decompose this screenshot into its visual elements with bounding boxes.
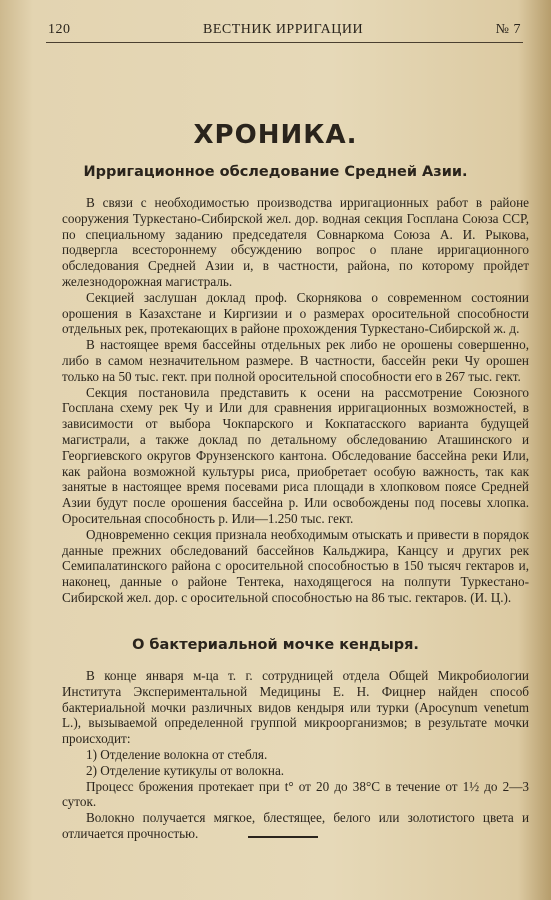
article-heading-kendyr: О бактериальной мочке кендыря.	[132, 637, 419, 653]
paragraph: Секция постановила представить к осени на рассмотрение Союзного Госплана схему рек Чу и Или для сравнения ирригационных возможностей, в зависимости от выбора Чокпарского и Кокпатасского варианта будущей магистрали, а также доклад по детальному обследованию Аташинского и Георгиевского округов Фрунзенского кантона. Обследование бассейна реки Или, как района возможной культуры риса, приобретает особую важность, так как занятые в настоящее время посевами риса площади в хлопковом поясе Средней Азии будут после орошения бассейна р. Или освобождены под посевы хлопка. Оросительная способность р. Или—1.250 тыс. гект.	[62, 384, 529, 526]
paragraph: В настоящее время бассейны отдельных рек либо не орошены совершенно, либо в самом незначительном размере. В частности, бассейн реки Чу орошен только на 50 тыс. гект. при полной оросительной способности его в 267 тыс. гект.	[62, 337, 529, 384]
section-title: ХРОНИКА.	[193, 120, 358, 150]
page-number: 120	[48, 22, 71, 37]
article-body-kendyr	[62, 668, 529, 842]
paragraph: В связи с необходимостью производства ирригационных работ в районе сооружения Туркестано-Сибирской жел. дор. водная секция Госплана Союза ССР, по специальному заданию председателя Совнаркома Союза А. И. Рыкова, подвергла всестороннему обсуждению вопрос о плане ирригационного обследования Средней Азии и, в частности, района, по которому пройдет железнодорожная магистраль.	[62, 195, 529, 289]
list-item: 1) Отделение волокна от стебля.	[86, 746, 268, 762]
paragraph: В конце января м-ца т. г. сотрудницей отдела Общей Микробиологии Института Экспериментальной Медицины Е. Н. Фицнер найден способ бактериальной мочки различных видов кендыря или турки (Apocynum venetum L.), вызываемой определенной группой микроорганизмов; в результате мочки происходит:	[62, 668, 529, 747]
article-heading-irrigation: Ирригационное обследование Средней Азии.	[83, 164, 468, 180]
header-rule	[46, 42, 523, 43]
paragraph: Волокно получается мягкое, блестящее, белого или золотистого цвета и отличается прочностью.	[62, 810, 529, 841]
paragraph: Одновременно секция признала необходимым отыскать и привести в порядок данные прежних обследований бассейнов Кальджира, Канцсу и других рек Семипалатинского района с оросительной способностью в 150 тысяч гектаров и, наконец, данные о районе Тентека, находящегося на полпути Туркестано-Сибирской жел. дор. с оросительной способностью на 86 тыс. гектаров. (И. Ц.).	[62, 526, 529, 605]
paragraph: Процесс брожения протекает при t° от 20 до 38°C в течение от 1½ до 2—3 суток.	[62, 778, 529, 810]
issue-number: № 7	[495, 22, 521, 37]
journal-title: ВЕСТНИК ИРРИГАЦИИ	[202, 22, 364, 37]
article-body-irrigation	[62, 195, 529, 606]
end-rule	[248, 836, 318, 838]
paragraph: Секцией заслушан доклад проф. Скорнякова о современном состоянии орошения в Казахстане и Киргизии и о размерах оросительной способности отдельных рек, протекающих в районе прохождения Туркестано-Сибирской ж. д.	[62, 289, 529, 337]
running-header	[48, 22, 521, 42]
list-item: 2) Отделение кутикулы от волокна.	[86, 762, 285, 778]
